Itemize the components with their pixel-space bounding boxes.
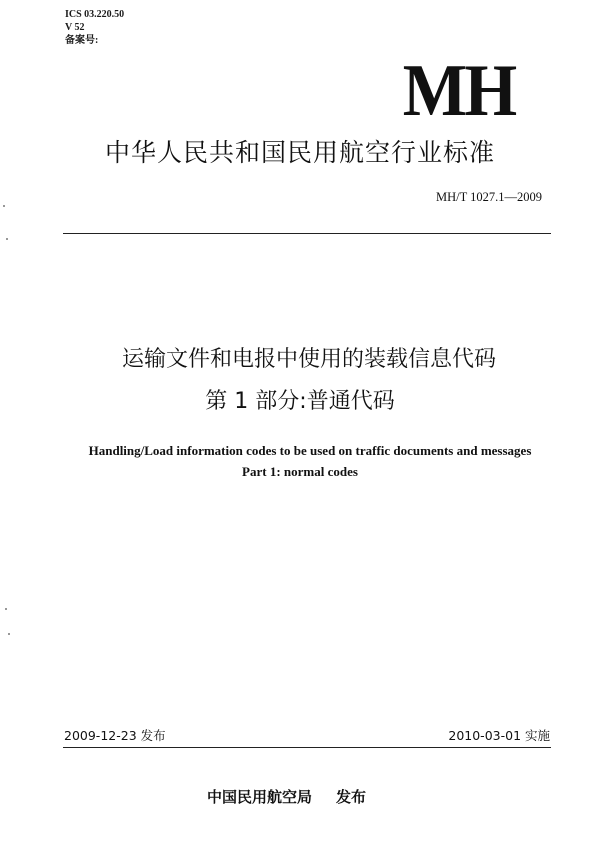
publisher-org: 中国民用航空局	[207, 788, 313, 806]
ics-code: ICS 03.220.50	[65, 9, 125, 20]
implementation-date: 2010-03-01 实施	[448, 728, 550, 743]
standard-code: MH/T 1027.1—2009	[435, 190, 542, 204]
document-meta	[65, 8, 124, 47]
title-cn-line2: 第 1 部分:普通代码	[205, 389, 395, 414]
classification-code: V 52	[65, 22, 85, 33]
issue-date: 2009-12-23 发布	[64, 728, 166, 743]
top-divider	[63, 233, 551, 234]
title-cn-line1: 运输文件和电报中使用的装载信息代码	[121, 347, 496, 372]
publisher-line	[207, 786, 366, 807]
scan-speck	[6, 238, 8, 240]
publisher-action: 发布	[336, 788, 367, 806]
title-en-line2: Part 1: normal codes	[242, 464, 358, 479]
scan-speck	[8, 633, 10, 635]
bottom-divider	[63, 747, 551, 748]
record-number-label: 备案号:	[65, 35, 99, 46]
standard-category: 中华人民共和国民用航空行业标准	[104, 138, 495, 167]
scan-speck	[3, 205, 5, 207]
title-en-line1: Handling/Load information codes to be used on traffic documents and messages	[88, 443, 532, 458]
mh-logo: MH	[402, 50, 514, 132]
scan-speck	[5, 608, 7, 610]
